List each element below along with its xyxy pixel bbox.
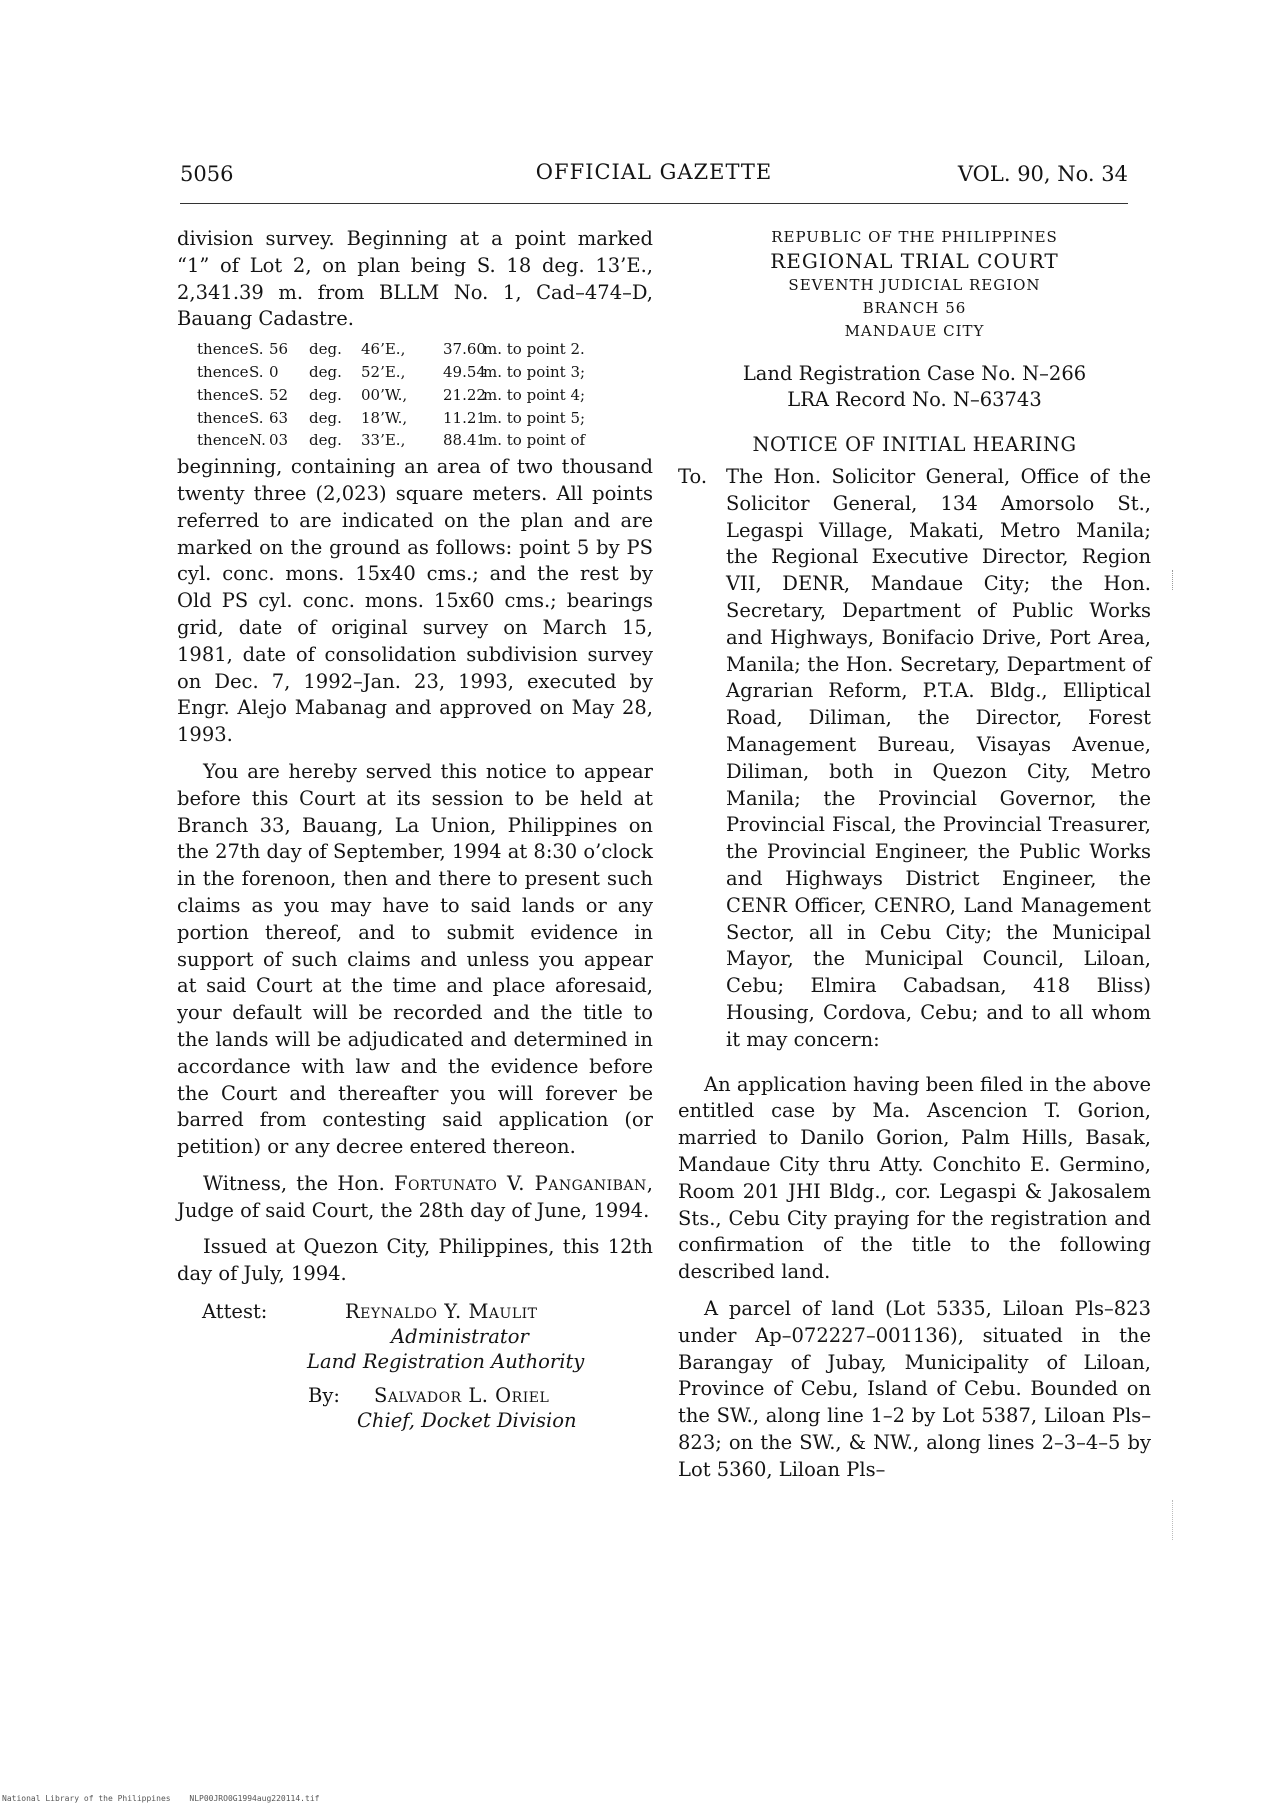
witness-paragraph: Witness, the Hon. Fortunato V. Panganiban, Judge of said Court, the 28th day of June, 1994. [177, 1171, 653, 1222]
to-label: To. [678, 465, 708, 488]
survey-description: beginning, containing an area of two thousand twenty three (2,023) square meters. All points referred to are indicated on the plan and are marked on the ground as follows: point 5 by PS cyl. conc. mons. 15x40 cms.; and the rest by Old PS cyl. conc. mons. 15x60 cms.; bearings grid, date of original survey on March 15, 1981, date of consolidation subdivision survey on Dec. 7, 1992–Jan. 23, 1993, executed by Engr. Alejo Mabanag and approved on May 28, 1993. [177, 455, 653, 747]
library-credit: National Library of the Philippines [2, 1794, 171, 1803]
by-block [177, 1384, 653, 1436]
bearing-row: thence S. 56 deg. 46’E., 37.60 m. to point 2. [197, 340, 585, 359]
administrator-org: Land Registration Authority [307, 1350, 585, 1374]
page-header [180, 158, 1128, 192]
addressee-list: The Hon. Solicitor General, Office of the Solicitor General, 134 Amorsolo St., Legaspi Village, Makati, Metro Manila; the Regional Executive Director, Region VII, DENR, Mandaue City; the Hon. Secretary, Department of Public Works and Highways, Bonifacio Drive, Port Area, Manila; the Hon. Secretary, Department of Agrarian Reform, P.T.A. Bldg., Elliptical Road, Diliman, the Director, Forest Management Bureau, Visayas Avenue, Diliman, both in Quezon City, Metro Manila; the Provincial Governor, the Provincial Fiscal, the Provincial Treasurer, the Provincial Engineer, the Public Works and Highways District Engineer, the CENR Officer, CENRO, Land Management Sector, all in Cebu City; the Municipal Mayor, the Municipal Council, Liloan, Cebu; Elmira Cabadsan, 418 Bliss) Housing, Cordova, Cebu; and to all whom it may concern: [726, 465, 1151, 1051]
scan-artifact [1172, 1500, 1175, 1540]
chief-name: Salvador L. Oriel [374, 1384, 550, 1408]
republic-heading: REPUBLIC OF THE PHILIPPINES [771, 228, 1058, 246]
attest-block [177, 1300, 653, 1374]
case-number: Land Registration Case No. N–266 [742, 362, 1087, 385]
by-label: By: [308, 1384, 340, 1408]
notice-title: NOTICE OF INITIAL HEARING [752, 433, 1077, 456]
bearings-list [197, 338, 653, 452]
scan-file-id: NLP00JRO0G1994aug220114.tif [189, 1794, 320, 1803]
volume-number: VOL. 90, No. 34 [957, 162, 1128, 186]
parcel-paragraph: A parcel of land (Lot 5335, Liloan Pls–823 under Ap–072227–001136), situated in the Barangay of Jubay, Municipality of Liloan, Province of Cebu, Island of Cebu. Bounded on the SW., along line 1–2 by Lot 5387, Liloan Pls–823; on the SW., & NW., along lines 2–3–4–5 by Lot 5360, Liloan Pls– [678, 1296, 1151, 1481]
page-number: 5056 [180, 162, 234, 186]
application-paragraph: An application having been filed in the above entitled case by Ma. Ascencion T. Gorion, married to Danilo Gorion, Palm Hills, Basak, Mandaue City thru Atty. Conchito E. Germino, Room 201 JHI Bldg., cor. Legaspi & Jakosalem Sts., Cebu City praying for the registration and confirmation of the title to the following described land. [678, 1072, 1152, 1284]
bearing-row: thence S. 0 deg. 52’E., 49.54 m. to point 3; [197, 362, 586, 381]
region-heading: SEVENTH JUDICIAL REGION [788, 276, 1041, 294]
right-column [678, 226, 1151, 1483]
city-heading: MANDAUE CITY [844, 322, 985, 340]
publication-title: OFFICIAL GAZETTE [535, 160, 773, 184]
chief-title: Chief, Docket Division [357, 1409, 577, 1433]
administrator-title: Administrator [391, 1325, 529, 1349]
branch-heading: BRANCH 56 [862, 299, 967, 317]
scan-artifact [1172, 570, 1175, 590]
attest-label: Attest: [202, 1300, 268, 1324]
court-heading: REGIONAL TRIAL COURT [770, 249, 1059, 273]
survey-intro: division survey. Beginning at a point marked “1” of Lot 2, on plan being S. 18 deg. 13’E., 2,341.39 m. from BLLM No. 1, Cad–474–D, Bauang Cadastre. [177, 227, 653, 331]
administrator-name: Reynaldo Y. Maulit [345, 1300, 538, 1324]
lra-record: LRA Record No. N–63743 [787, 388, 1042, 411]
judge-name: Fortunato V. Panganiban [394, 1171, 647, 1195]
issued-paragraph: Issued at Quezon City, Philippines, this 12th day of July, 1994. [177, 1235, 653, 1286]
bearing-row: thence S. 63 deg. 18’W., 11.21 m. to point 5; [197, 408, 586, 427]
header-rule [180, 203, 1128, 204]
bearing-row: thence S. 52 deg. 00’W., 21.22 m. to point 4; [197, 385, 586, 404]
scan-footer [2, 1794, 333, 1803]
addressees [678, 464, 1151, 1054]
service-notice: You are hereby served this notice to appear before this Court at its session to be held at Branch 33, Bauang, La Union, Philippines on the 27th day of September, 1994 at 8:30 o’clock in the forenoon, then and there to present such claims as you may have to said lands or any portion thereof, and to submit evidence in support of such claims and unless you appear at said Court at the time and place aforesaid, your default will be recorded and the title to the lands will be adjudicated and determined in accordance with law and the evidence before the Court and thereafter you will forever be barred from contesting said application (or petition) or any decree entered thereon. [177, 759, 653, 1159]
bearing-row: thence N. 03 deg. 33’E., 88.41 m. to point of [197, 431, 586, 450]
left-column [177, 226, 653, 1436]
